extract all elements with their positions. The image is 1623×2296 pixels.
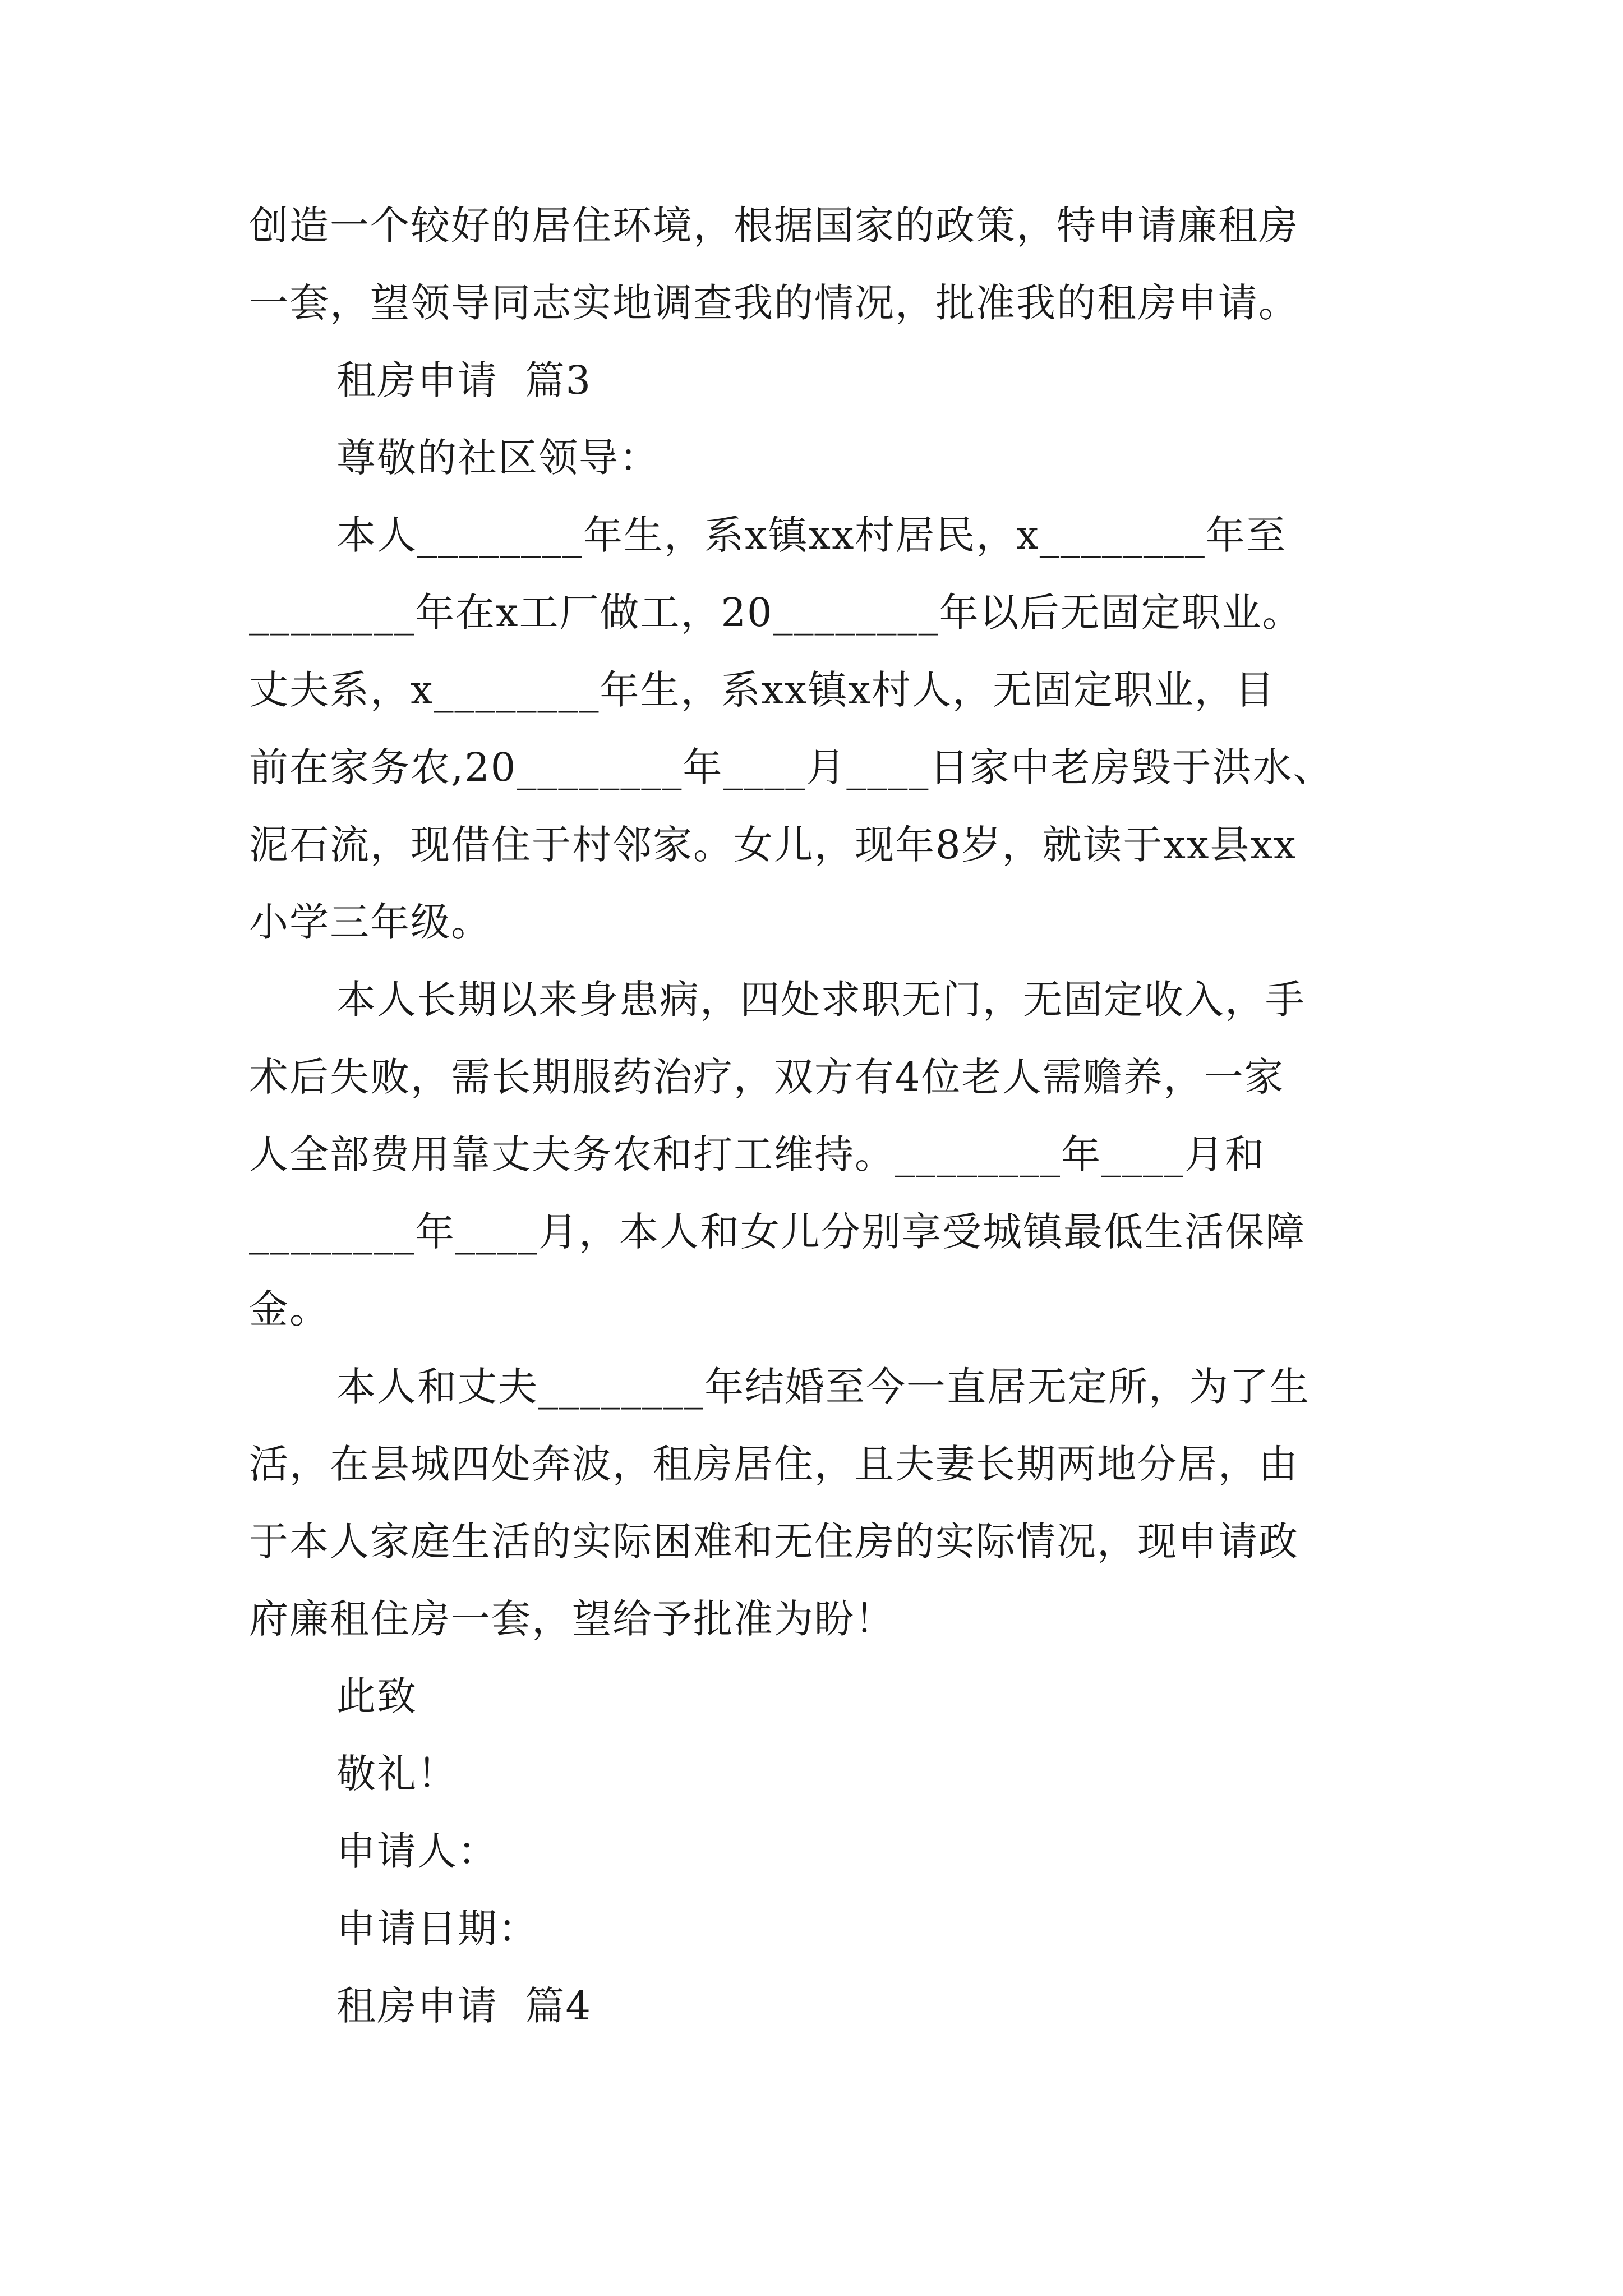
closing-regards: 敬礼！ [336, 1751, 458, 1797]
body-line: 丈夫系，x________年生，系xx镇x村人，无固定职业，目 [249, 667, 1275, 713]
body-line: ________年在x工厂做工，20________年以后无固定职业。 [249, 590, 1303, 636]
body-line: 术后失败，需长期服药治疗，双方有4位老人需赡养，一家 [249, 1054, 1285, 1100]
body-line: 府廉租住房一套，望给予批准为盼！ [249, 1596, 895, 1642]
body-line: 活，在县城四处奔波，租房居住，且夫妻长期两地分居，由 [249, 1441, 1299, 1487]
body-line: 金。 [249, 1286, 330, 1332]
body-line: 人全部费用靠丈夫务农和打工维持。________年____月和 [249, 1131, 1265, 1177]
applicant-label: 申请人： [336, 1828, 498, 1874]
body-line: 本人________年生，系x镇xx村居民，x________年至 [336, 512, 1287, 558]
body-line: ________年____月，本人和女儿分别享受城镇最低生活保障 [249, 1209, 1306, 1255]
salutation: 尊敬的社区领导： [336, 435, 660, 481]
section-heading: 租房申请 篇3 [336, 357, 592, 403]
body-line: 本人长期以来身患病，四处求职无门，无固定收入，手 [336, 977, 1306, 1023]
closing: 此致 [336, 1673, 417, 1719]
application-date-label: 申请日期： [336, 1906, 538, 1952]
body-line: 前在家务农,20________年____月____日家中老房毁于洪水、 [249, 744, 1334, 790]
body-line: 泥石流，现借住于村邻家。女儿，现年8岁，就读于xx县xx [249, 822, 1297, 868]
section-heading: 租房申请 篇4 [336, 1983, 592, 2029]
body-line: 小学三年级。 [249, 899, 491, 945]
body-line: 创造一个较好的居住环境，根据国家的政策，特申请廉租房 [249, 203, 1299, 249]
body-line: 一套，望领导同志实地调查我的情况，批准我的租房申请。 [249, 280, 1299, 326]
body-line: 于本人家庭生活的实际困难和无住房的实际情况，现申请政 [249, 1519, 1299, 1565]
body-line: 本人和丈夫________年结婚至今一直居无定所，为了生 [336, 1364, 1310, 1410]
